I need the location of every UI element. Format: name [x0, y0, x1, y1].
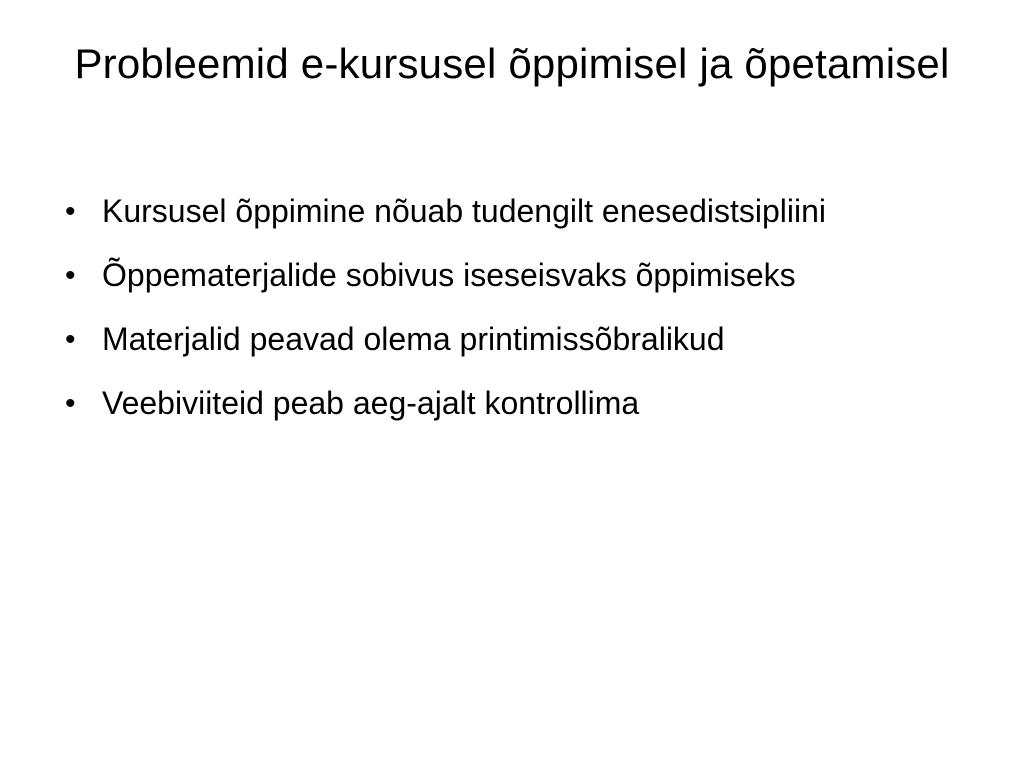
slide-title: Probleemid e-kursusel õppimisel ja õpetamisel: [74, 40, 950, 87]
bullet-item: [60, 382, 964, 425]
bullet-point-icon: •: [65, 195, 76, 228]
bullet-item: [60, 190, 964, 233]
bullet-text: Õppematerjalide sobivus iseseisvaks õppimiseks: [102, 257, 796, 293]
bullet-point-icon: •: [65, 387, 76, 420]
bullet-list: [60, 190, 964, 446]
bullet-text: Veebiviiteid peab aeg-ajalt kontrollima: [102, 385, 640, 421]
bullet-item: [60, 254, 964, 297]
bullet-point-icon: •: [65, 323, 76, 356]
bullet-text: Materjalid peavad olema printimissõbralikud: [102, 321, 725, 357]
bullet-point-icon: •: [65, 259, 76, 292]
bullet-text: Kursusel õppimine nõuab tudengilt enesedistsipliini: [102, 193, 827, 229]
bullet-item: [60, 318, 964, 361]
